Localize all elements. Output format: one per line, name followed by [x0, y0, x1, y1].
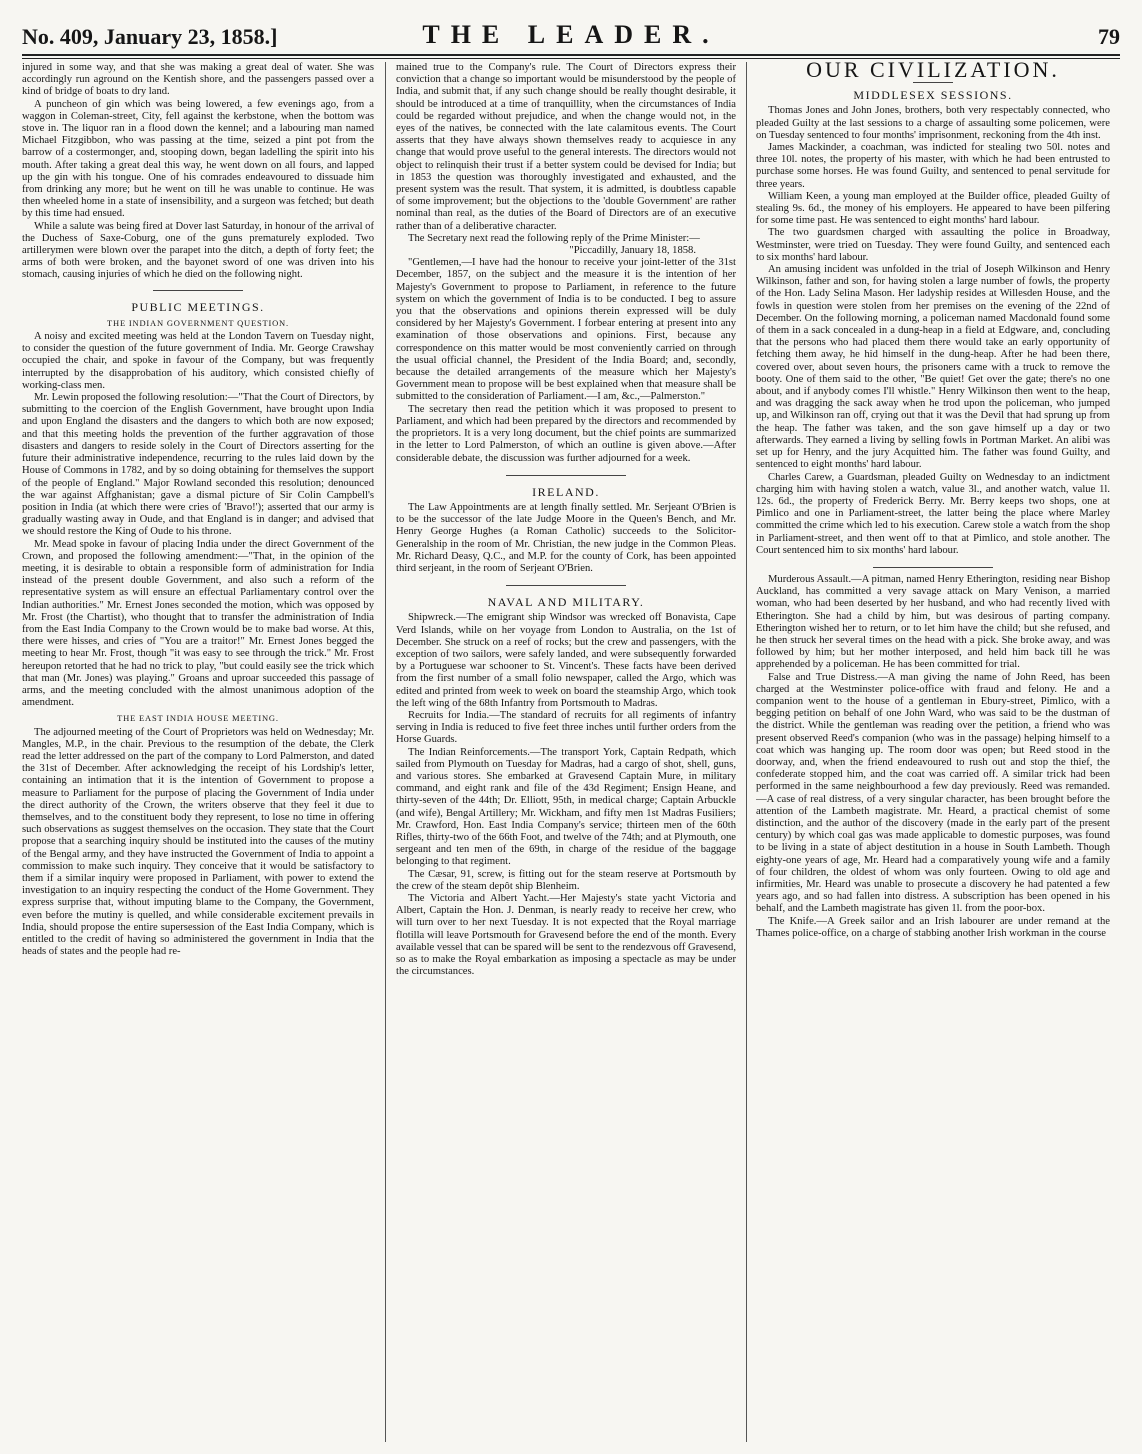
paragraph: A puncheon of gin which was being lowered, a few evenings ago, from a waggon in Coleman-street, City, fell against the kerbstone, when the bottom was stove in. The liquor ran in a flood down the kennel; and a labouring man named Michael Fitzgibbon, who was passing at the time, seized a pint pot from the barrow of a costermonger, and, stooping down, began ladelling the spirit into his mouth. After taking a great deal this way, he went down on all fours, and lapped up the gin with his tongue. One of his comrades endeavoured to dissuade him from drinking any more; but he went on till he was unable to continue. He was then wheeled home in a state of insensibility, and a surgeon was fetched; but death by this time had ensued.: [22, 98, 374, 220]
paragraph: An amusing incident was unfolded in the trial of Joseph Wilkinson and Henry Wilkinson, father and son, for having stolen a large number of fowls, the property of the Hon. Lady Selina Mason. Her ladyship resides at Willesden House, and the fowls in question were stolen from her premises on the evening of the 22nd of December. On the following morning, a policeman named Macdonald found some of them in a sack concealed in a dung-heap in a field at Edgware, and, concluding that the persons who had placed them there would take an early opportunity of fetching them away, he hid himself in the dung-heap. After he had been there, covered over, about seven hours, the prisoners came with a truck to remove the booty. One of them said to the other, "Be quiet! Get over the gate; there's no one about, and if anybody comes I'll whistle." Henry Wilkinson then went to the heap, and was dragging the sack away when he trod upon the policeman, who jumped up, and Wilkinson ran off, crying out that it was the Devil that had sprung up from the heap. The father was taken, and the son gave himself up a day or two afterwards. They earned a living by selling fowls in Portman Market. An alibi was set up for Henry, and the jury Acquitted him. The father was found Guilty, and sentenced to eight months' hard labour.: [756, 264, 1110, 471]
paragraph: The two guardsmen charged with assaulting the police in Broadway, Westminster, were tried on Tuesday. They were found Guilty, and sentenced each to six months' hard labour.: [756, 227, 1110, 263]
column-divider: [385, 62, 386, 1442]
paragraph: Murderous Assault.—A pitman, named Henry Etherington, residing near Bishop Auckland, has committed a very savage attack on Mary Venison, a married woman, who had been deserted by her husband, and who had recently lived with Etherington. She had a child by him, but was desirous of parting company. Etherington wished her to return, or to let him have the child; but she refused, and he then struck her several times on the head with a pick. She broke away, and was followed by him; but her mother interposed, and held him back till he was apprehended by a policeman. He has been committed for trial.: [756, 573, 1110, 671]
paragraph: James Mackinder, a coachman, was indicted for stealing two 50l. notes and three 10l. notes, the property of his master, with which he had been entrusted to purchase some horses. He was found Guilty, and sentenced to penal servitude for three years.: [756, 142, 1110, 190]
section-rule: [506, 475, 626, 476]
paragraph: The Law Appointments are at length finally settled. Mr. Serjeant O'Brien is to be the successor of the late Judge Moore in the Queen's Bench, and Mr. Henry George Hughes (a Roman Catholic) succeeds to the Solicitor-Generalship in the room of Mr. Christian, the new judge in the Common Pleas. Mr. Richard Deasy, Q.C., and M.P. for the county of Cork, has been appointed third serjeant, in the room of Serjeant O'Brien.: [396, 501, 736, 574]
paragraph: False and True Distress.—A man giving the name of John Reed, has been charged at the Westminster police-office with fraud and felony. He and a companion went to the house of a gentleman in Ebury-street, Pimlico, with a begging petition on behalf of one John Ward, who was said to be the dustman of the district. While the gentleman was reading over the petition, a friend who was present observed Reed's companion (who was in the passage) helping himself to a coat which was hanging up. The room door was open; but Reed stood in the doorway, and, when the friend endeavoured to rush out and stop the thief, the confederate stopped him, and the coat was carried off. A similar trick had been performed in the same neighbourhood a few day previously. Reed was remanded.—A case of real distress, of a very singular character, has been brought before the attention of the Lambeth magistrate. Mr. Heard, a practical chemist of some distinction, and the author of the discovery (made in the early part of the present century) by which coal gas was made applicable to domestic purposes, was found to be living in a state of abject destitution in a house in South Lambeth. Though eighty-one years of age, Mr. Heard had a comparatively young wife and a family of four children, the oldest of whom was only fourteen. Owing to old age and infirmities, Mr. Heard was unable to prosecute a discovery he had patented a few years ago, and so had fallen into distress. A subscription has been opened in his behalf, and the Lambeth magistrate has given 1l. from the poor-box.: [756, 671, 1110, 915]
paragraph: Thomas Jones and John Jones, brothers, both very respectably connected, who pleaded Guilty at the last sessions to a charge of assaulting some policemen, were on Tuesday sentenced to four months' imprisonment, reckoning from the 4th inst.: [756, 105, 1110, 141]
paragraph: The secretary then read the petition which it was proposed to present to Parliament, and which had been prepared by the directors and recommended by the proprietors. It is a very long document, but the chief points are summarized in the letter to Lord Palmerston, of which an outline is given above.—After considerable debate, the discussion was further adjourned for a week.: [396, 403, 736, 464]
paragraph: mained true to the Company's rule. The Court of Directors express their conviction that a change so important would be misunderstood by the people of India, and submit that, if any such change should be really thought desirable, it should be introduced at a time of tranquillity, when the circumstances of India could be regarded without prejudice, and when the change would not, in the eyes of the natives, be connected with the late calamitous events. The Court asserts that they have always shown themselves ready to acquiesce in any change that would prove useful to the general interests. The directors would not object to relinquish their trust if a better system could be devised for India; but in 1853 the question was thoroughly investigated and exhausted, and the present system was the result. That system, it is admitted, is doubtless capable of some improvement; but the objections to the 'double Government' are rather nominal than real, as the duties of the Board of Directors are of an executive rather than of a deliberative character.: [396, 62, 736, 232]
paragraph: The adjourned meeting of the Court of Proprietors was held on Wednesday; Mr. Mangles, M.P., in the chair. Previous to the resumption of the debate, the Clerk read the letter addressed on the part of the company to Lord Palmerston, and dated the 31st of December. After acknowledging the receipt of his Lordship's letter, containing an intimation that it is the intention of Government to propose a measure to Parliament for the purpose of placing the Government of India under the direct authority of the Crown, the writers observe that they feel it due to themselves, and to the constituent body they represent, to lose no time in offering such observations as suggest themselves on the occasion. They state that the Court propose that a searching inquiry should be instituted into the causes of the mutiny of the Bengal army, and they have instructed the Government of India to appoint a commission to make such inquiry. They conceive that it would be satisfactory to them if a similar inquiry were proposed in Parliament, with power to extend the investigation to an inquiry respecting the conduct of the Home Government. They express surprise that, without imputing blame to the Company, the Government, even before the mutiny is quelled, and while considerable excitement prevails in India, should propose the entire supersession of the East India Company, which is entitled to the credit of having so administered the government in India that the heads of states and the people had re-: [22, 726, 374, 958]
section-rule: [153, 290, 243, 291]
column-1: [22, 62, 374, 1442]
section-heading: IRELAND.: [532, 484, 600, 499]
page-number: 79: [1097, 24, 1120, 49]
paragraph: The Secretary next read the following reply of the Prime Minister:—: [408, 232, 700, 244]
paragraph: Shipwreck.—The emigrant ship Windsor was wrecked off Bonavista, Cape Verd Islands, while on her voyage from London to Australia, on the 1st of December. She struck on a reef of rocks; but the crew and passengers, with the exception of two sailors, were safely landed, and were subsequently forwarded by a Portuguese war schooner to St. Vincent's. These facts have been derived from the first number of a small folio newspaper, called the Argo, which was edited and printed from week to week on board the steamship Argo, which took the left wing of the 68th Infantry from Portsmouth to Madras.: [396, 612, 736, 709]
paragraph: "Gentlemen,—I have had the honour to receive your joint-letter of the 31st December, 1857, on the subject and the measure it is the intention of her Majesty's Government to propose to Parliament, in reference to the future system on which the government of India is to be conducted. I beg to assure you that the observations and opinions therein expressed will be duly considered by her Majesty's Government. I forbear entering at present into any examination of those observations and opinions. First, because any correspondence on this matter would be most conveniently carried on through the usual official channel, the President of the India Board; and, secondly, because the detailed arrangements of the measure which her Majesty's Government mean to propose will be best explained when that measure shall be submitted to the consideration of Parliament.—I am, &c.,—Palmerston.": [396, 257, 736, 403]
paragraph: The Victoria and Albert Yacht.—Her Majesty's state yacht Victoria and Albert, Captain the Hon. J. Denman, is nearly ready to receive her crew, who will turn over to her next Tuesday. It is not expected that the Royal marriage flotilla will leave Portsmouth for Gravesend before the end of the month. Every available vessel that can be spared will be sent to the rendezvous off Gravesend, so as to make the Royal embarkation as imposing a spectacle as may be under the circumstances.: [396, 893, 736, 978]
issue-date: No. 409, January 23, 1858.]: [22, 24, 278, 49]
paragraph: Mr. Lewin proposed the following resolution:—"That the Court of Directors, by submitting to the coercion of the English Government, have brought upon India and upon England the disasters and the dangers to which both are now exposed; and that this meeting holds the prevention of the further aggravation of those disasters and dangers to reside solely in the Court of Directors asserting for the future their administrative independence, recurring to the rules laid down by the House of Commons in 1782, and by so doing obtaining for themselves the support of the people of England." Major Rowland seconded this resolution; denounced the war against Affghanistan; gave a dismal picture of Sir Colin Campbell's position in India (at which there were cries of 'Bravo!'); asserted that our army is gradually wasting away in Oude, and that England is in danger; and advised that we should restore the King of Oude to his throne.: [22, 392, 374, 538]
section-rule: [506, 585, 626, 586]
paragraph: injured in some way, and that she was making a great deal of water. She was accordingly run aground on the Kentish shore, and the passengers passed over a kind of bridge of boats to dry land.: [22, 62, 374, 98]
masthead-rule: [22, 58, 1120, 59]
letter-dateline: "Piccadilly, January 18, 1858.: [569, 245, 696, 257]
section-heading: MIDDLESEX SESSIONS.: [853, 88, 1013, 103]
section-title: OUR CIVILIZATION.: [806, 62, 1060, 82]
paragraph: William Keen, a young man employed at the Builder office, pleaded Guilty of stealing 9s. 6d., the money of his employers. He appeared to have been pilfering for some time past. He was sentenced to eight months' hard labour.: [756, 190, 1110, 227]
section-heading: NAVAL AND MILITARY.: [487, 595, 645, 610]
subheading: THE EAST INDIA HOUSE MEETING.: [117, 713, 279, 724]
paragraph: The Indian Reinforcements.—The transport York, Captain Redpath, which sailed from Plymouth on Tuesday for Madras, had a cargo of shot, shell, guns, and various stores. She embarked at Gravesend Captain Mure, in military command, and eight rank and file of the 43d Regiment; Ensign Heane, and thirty-seven of the 44th; Dr. Elliott, 95th, in medical charge; Captain Arbuckle (and wife), Bengal Artillery; Mr. Wickham, and fifty men 1st Madras Fusiliers; Mr. Crawford, Hon. East India Company's service; thirteen men of the 60th Rifles, thirty-two of the 66th Foot, and twelve of the 74th; and at Plymouth, one sergeant and ten men of the 69th, in charge of the residue of the baggage belonging to that regiment.: [396, 746, 736, 868]
paragraph: Recruits for India.—The standard of recruits for all regiments of infantry serving in India is reduced to five feet three inches until further orders from the Horse Guards.: [396, 709, 736, 746]
section-heading: PUBLIC MEETINGS.: [131, 299, 265, 314]
paragraph: A noisy and excited meeting was held at the London Tavern on Tuesday night, to consider the question of the future government of India. Mr. George Crawshay occupied the chair, and spoke in favour of the Company, but was frequently interrupted by the disapprobation of his auditory, which consisted chiefly of working-class men.: [22, 331, 374, 391]
column-divider: [746, 62, 747, 1442]
subheading: THE INDIAN GOVERNMENT QUESTION.: [107, 317, 289, 328]
newspaper-title: THE LEADER.: [422, 20, 720, 49]
paragraph: While a salute was being fired at Dover last Saturday, in honour of the arrival of the Duchess of Saxe-Coburg, one of the guns prematurely exploded. Two artillerymen were blown over the parapet into the ditch, a depth of forty feet; the arms of both were broken, and the bayonet sword of one was driven into his stomach, causing injuries of which he died on the following night.: [22, 220, 374, 281]
title-ornament: [913, 82, 953, 83]
paragraph: Mr. Mead spoke in favour of placing India under the direct Government of the Crown, and proposed the following amendment:—"That, in the opinion of the meeting, it is desirable to obtain a responsible form of administration for India instead of the present double Government, and also such a reform of the representative system as will ensure an effectual Parliamentary control over the Indian authorities." Mr. Ernest Jones seconded the motion, which was opposed by Mr. Frost (the Chartist), who thought that to transfer the administration of India from the East India Company to the Crown would be to make bad worse. At this, there were hisses, and cries of "You are a traitor!" Mr. Ernest Jones begged the meeting to hear Mr. Frost, though "it was easy to see through the trick." Mr. Frost hereupon retorted that he had no trick to play, "but could easily see the trick which that man (Mr. Jones) was playing." Groans and uproar succeeded this passage of arms, and the meeting concluded with the almost unanimous adoption of the amendment.: [22, 538, 374, 709]
paragraph: Charles Carew, a Guardsman, pleaded Guilty on Wednesday to an indictment charging him with having stolen a watch, value 3l., and another watch, value 1l. 12s. 6d., the property of Frederick Berry. Mr. Berry keeps two shops, one at Pimlico and one in Parliament-street, the latter being the place where Marley committed the crime which led to his execution. Carew stole a watch from the shop in Parliament-street, and then went off to that at Pimlico, and stole another. The Court sentenced him to six months' hard labour.: [756, 471, 1110, 556]
paragraph: The Knife.—A Greek sailor and an Irish labourer are under remand at the Thames police-office, on a charge of stabbing another Irish workman in the course: [756, 915, 1110, 939]
column-2: [396, 62, 736, 1442]
masthead: [22, 14, 1120, 56]
paragraph: The Cæsar, 91, screw, is fitting out for the steam reserve at Portsmouth by the crew of the steam depôt ship Blenheim.: [396, 868, 736, 892]
column-3: [756, 62, 1110, 1442]
section-rule: [873, 567, 993, 568]
